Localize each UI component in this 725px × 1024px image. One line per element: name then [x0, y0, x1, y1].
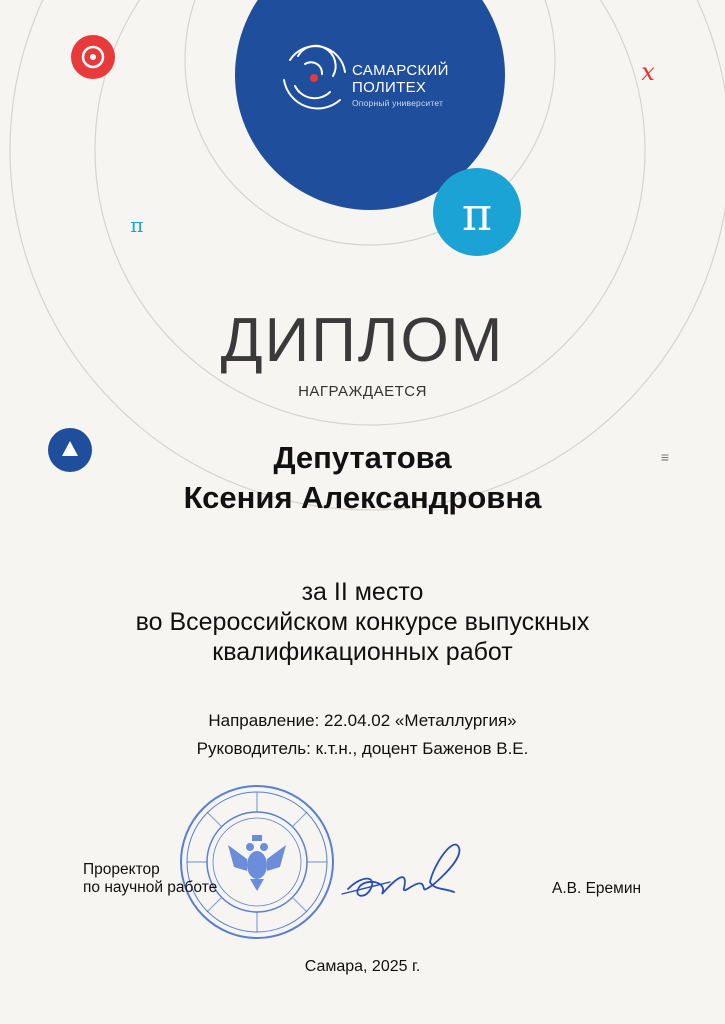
equiv-symbol: ≡: [660, 449, 670, 465]
x-symbol: x: [641, 58, 655, 86]
logo-name-line2: ПОЛИТЕХ: [352, 79, 427, 96]
logo-emblem-dot: [310, 74, 318, 82]
logo-name-line1: САМАРСКИЙ: [352, 62, 449, 79]
signatory-position-line1: Проректор: [83, 861, 160, 878]
signatory-position-line2: по научной работе: [83, 879, 218, 896]
direction-line: Направление: 22.04.02 «Металлургия»: [208, 711, 517, 730]
pi-symbol-small: π: [130, 213, 144, 237]
logo-name: [352, 62, 449, 96]
signatory-position: [83, 861, 217, 897]
diploma-title: ДИПЛОМ: [220, 306, 505, 375]
place-line: за II место: [301, 578, 424, 606]
signatory-name: А.В. Еремин: [552, 880, 642, 897]
pi-symbol-large: π: [461, 187, 493, 241]
logo-tagline: Опорный университет: [352, 98, 444, 108]
supervisor-line: Руководитель: к.т.н., доцент Баженов В.Е.: [196, 739, 529, 758]
contest-line-2: квалификационных работ: [212, 638, 513, 666]
handwritten-signature: [338, 834, 478, 914]
place-date: Самара, 2025 г.: [304, 958, 421, 975]
awarded-label: НАГРАЖДАЕТСЯ: [298, 383, 427, 400]
recipient-surname: Депутатова: [273, 440, 452, 475]
contest-line-1: во Всероссийском конкурсе выпускных: [135, 608, 590, 636]
recipient-given-names: Ксения Александровна: [183, 480, 542, 515]
